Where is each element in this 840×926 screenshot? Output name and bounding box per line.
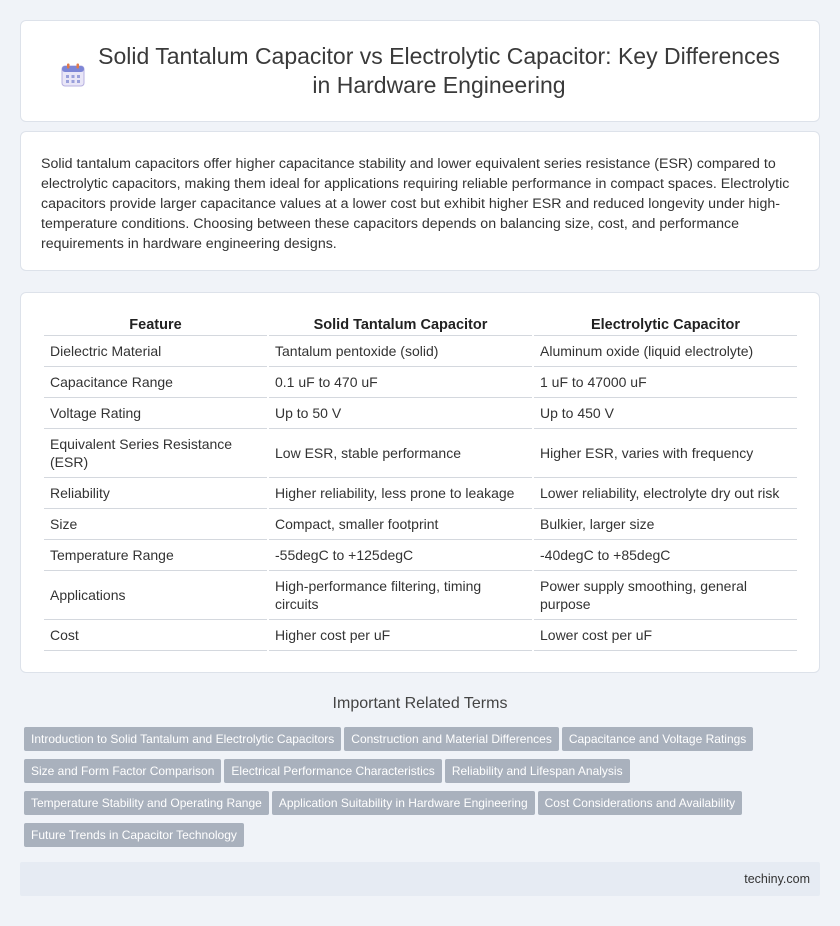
related-term-tag[interactable]: Cost Considerations and Availability — [538, 791, 743, 815]
table-cell: 0.1 uF to 470 uF — [269, 367, 532, 398]
page-title: Solid Tantalum Capacitor vs Electrolytic Capacitor: Key Differences in Hardware Engineering — [98, 43, 780, 98]
table-cell: Compact, smaller footprint — [269, 509, 532, 540]
header-tantalum: Solid Tantalum Capacitor — [269, 312, 532, 336]
related-term-tag[interactable]: Temperature Stability and Operating Range — [24, 791, 269, 815]
related-term-tag[interactable]: Construction and Material Differences — [344, 727, 559, 751]
table-cell: High-performance filtering, timing circuits — [269, 571, 532, 620]
table-row — [44, 429, 797, 478]
table-cell: Power supply smoothing, general purpose — [534, 571, 797, 620]
table-cell: Up to 50 V — [269, 398, 532, 429]
intro-card — [20, 131, 820, 271]
related-terms-list — [24, 727, 814, 855]
related-term-tag[interactable]: Application Suitability in Hardware Engineering — [272, 791, 535, 815]
table-cell: Temperature Range — [44, 540, 267, 571]
table-row — [44, 620, 797, 651]
table-cell: Lower reliability, electrolyte dry out risk — [534, 478, 797, 509]
related-term-tag[interactable]: Capacitance and Voltage Ratings — [562, 727, 753, 751]
calendar-icon — [60, 62, 86, 88]
related-term-tag[interactable]: Future Trends in Capacitor Technology — [24, 823, 244, 847]
related-term-tag[interactable]: Size and Form Factor Comparison — [24, 759, 221, 783]
table-cell: Capacitance Range — [44, 367, 267, 398]
table-row — [44, 540, 797, 571]
intro-paragraph: Solid tantalum capacitors offer higher capacitance stability and lower equivalent series resistance (ESR) compared to electrolytic capacitors, making them ideal for applications requiring reliable performance in compact spaces. Electrolytic capacitors provide larger capacitance values at a lower cost but exhibit higher ESR and reduced longevity under high-temperature conditions. Choosing between these capacitors depends on balancing size, cost, and performance requirements in hardware engineering designs. — [41, 156, 790, 252]
table-row — [44, 367, 797, 398]
table-row — [44, 509, 797, 540]
table-cell: -55degC to +125degC — [269, 540, 532, 571]
table-row — [44, 336, 797, 367]
table-cell: 1 uF to 47000 uF — [534, 367, 797, 398]
table-cell: Bulkier, larger size — [534, 509, 797, 540]
related-term-tag[interactable]: Electrical Performance Characteristics — [224, 759, 441, 783]
table-cell: Aluminum oxide (liquid electrolyte) — [534, 336, 797, 367]
table-cell: Tantalum pentoxide (solid) — [269, 336, 532, 367]
related-term-tag[interactable]: Reliability and Lifespan Analysis — [445, 759, 630, 783]
header-electrolytic: Electrolytic Capacitor — [534, 312, 797, 336]
table-cell: Equivalent Series Resistance (ESR) — [44, 429, 267, 478]
comparison-table — [42, 312, 799, 651]
table-cell: Higher ESR, varies with frequency — [534, 429, 797, 478]
related-term-tag[interactable]: Introduction to Solid Tantalum and Electrolytic Capacitors — [24, 727, 341, 751]
table-row — [44, 571, 797, 620]
table-header-row — [44, 312, 797, 336]
table-cell: Cost — [44, 620, 267, 651]
table-cell: Higher cost per uF — [269, 620, 532, 651]
related-terms-heading: Important Related Terms — [332, 695, 508, 712]
table-cell: Applications — [44, 571, 267, 620]
table-cell: Low ESR, stable performance — [269, 429, 532, 478]
table-cell: Lower cost per uF — [534, 620, 797, 651]
table-cell: Size — [44, 509, 267, 540]
table-cell: Voltage Rating — [44, 398, 267, 429]
table-cell: Up to 450 V — [534, 398, 797, 429]
table-row — [44, 398, 797, 429]
footer — [20, 862, 820, 896]
footer-site-link[interactable]: techiny.com — [744, 872, 810, 886]
comparison-card — [20, 292, 820, 673]
title-card — [20, 20, 820, 122]
table-cell: Reliability — [44, 478, 267, 509]
table-row — [44, 478, 797, 509]
table-cell: Higher reliability, less prone to leakage — [269, 478, 532, 509]
table-cell: -40degC to +85degC — [534, 540, 797, 571]
header-feature: Feature — [44, 312, 267, 336]
table-cell: Dielectric Material — [44, 336, 267, 367]
